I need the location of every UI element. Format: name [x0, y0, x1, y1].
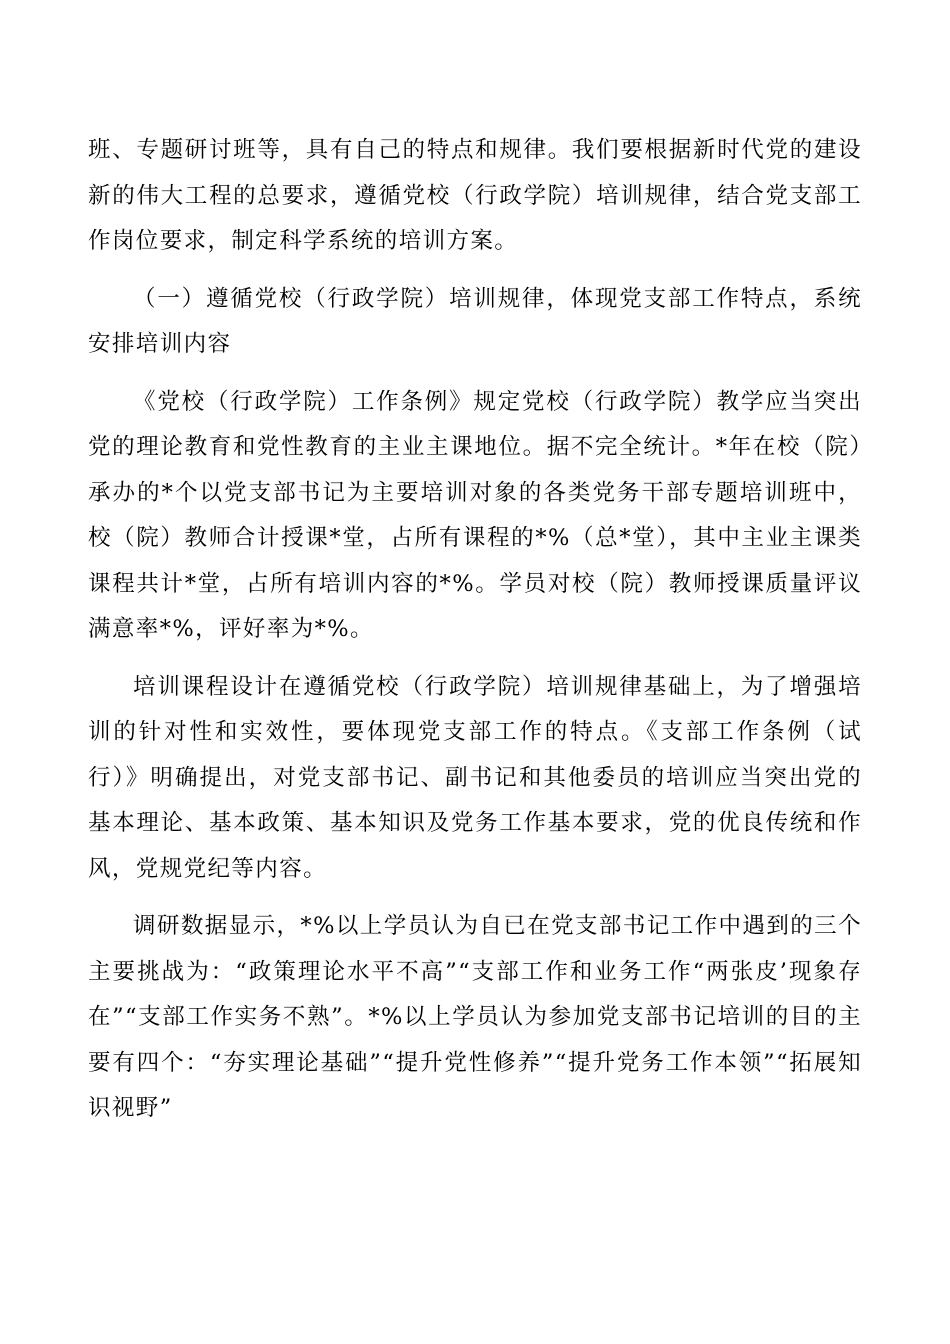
section-heading: （一）遵循党校（行政学院）培训规律，体现党支部工作特点，系统安排培训内容 [88, 285, 862, 357]
paragraph-course-design: 培训课程设计在遵循党校（行政学院）培训规律基础上，为了增强培训的针对性和实效性，要体现党支部工作的特点。《支部工作条例（试行）》明确提出，对党支部书记、副书记和其他委员的培训应当突出党的基本理论、基本政策、基本知识及党务工作基本要求，党的优良传统和作风，党规党纪等内容。 [88, 673, 862, 882]
paragraph-survey-data: 调研数据显示，*%以上学员认为自已在党支部书记工作中遇到的三个主要挑战为：“政策理论水平不高”“支部工作和业务工作“两张皮’现象存在”“支部工作实务不熟”。*%以上学员认为参加党支部书记培训的目的主要有四个：“夯实理论基础”“提升党性修养”“提升党务工作本领”“拓展知识视野” [88, 913, 862, 1121]
document-page [88, 128, 862, 1144]
paragraph-continuation: 班、专题研讨班等，具有自己的特点和规律。我们要根据新时代党的建设新的伟大工程的总要求，遵循党校（行政学院）培训规律，结合党支部工作岗位要求，制定科学系统的培训方案。 [88, 137, 862, 254]
paragraph-regulation: 《党校（行政学院）工作条例》规定党校（行政学院）教学应当突出党的理论教育和党性教育的主业主课地位。据不完全统计。*年在校（院）承办的*个以党支部书记为主要培训对象的各类党务干部专题培训班中，校（院）教师合计授课*堂，占所有课程的*%（总*堂），其中主业主课类课程共计*堂，占所有培训内容的*%。学员对校（院）教师授课质量评议满意率*%，评好率为*%。 [88, 388, 862, 642]
